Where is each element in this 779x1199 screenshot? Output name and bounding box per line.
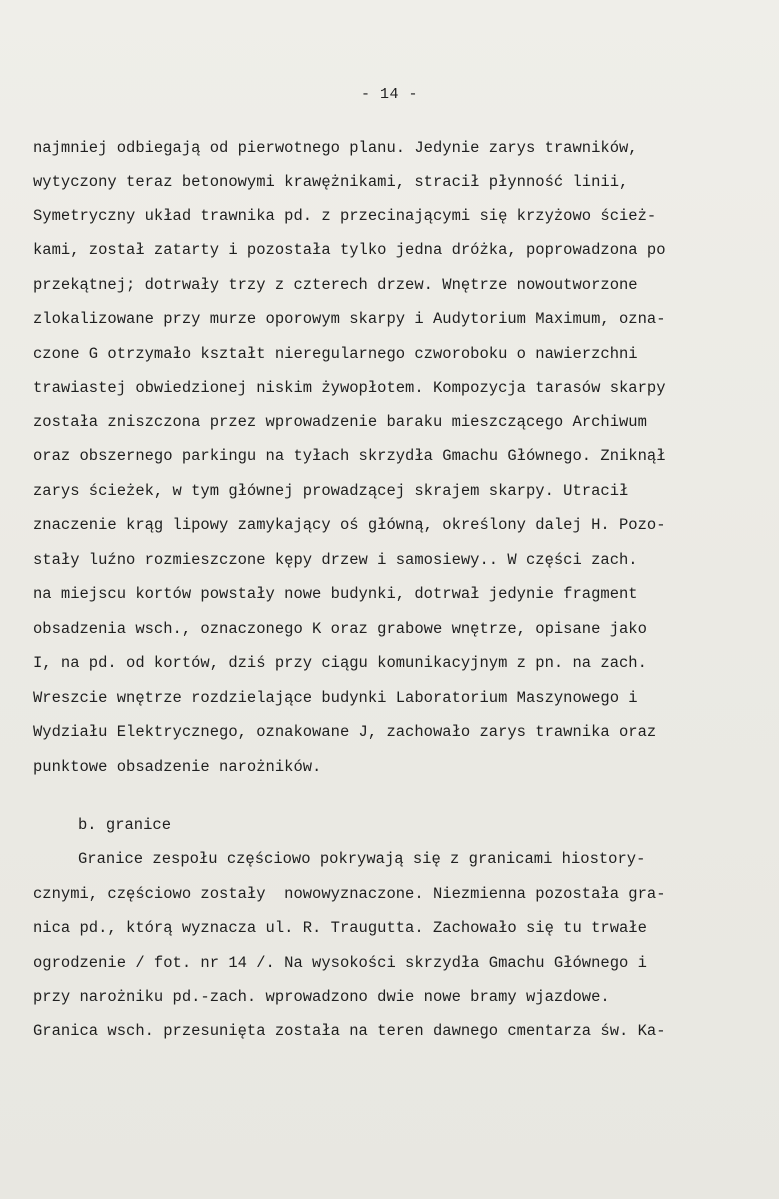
text-line: trawiastej obwiedzionej niskim żywopłotem. Kompozycja tarasów skarpy bbox=[33, 379, 666, 397]
text-line: nica pd., którą wyznacza ul. R. Traugutta. Zachowało się tu trwałe bbox=[33, 919, 647, 937]
text-line: Symetryczny układ trawnika pd. z przecinającymi się krzyżowo ścież- bbox=[33, 207, 657, 225]
text-line: oraz obszernego parkingu na tyłach skrzydła Gmachu Głównego. Zniknął bbox=[33, 447, 666, 465]
text-line: obsadzenia wsch., oznaczonego K oraz grabowe wnętrze, opisane jako bbox=[33, 620, 647, 638]
text-line: czone G otrzymało kształt nieregularnego czworoboku o nawierzchni bbox=[33, 345, 638, 363]
text-line: Wreszcie wnętrze rozdzielające budynki Laboratorium Maszynowego i bbox=[33, 689, 638, 707]
text-line: stały luźno rozmieszczone kępy drzew i samosiewy.. W części zach. bbox=[33, 551, 638, 569]
text-line: ogrodzenie / fot. nr 14 /. Na wysokości skrzydła Gmachu Głównego i bbox=[33, 954, 647, 972]
text-line: znaczenie krąg lipowy zamykający oś główną, określony dalej H. Pozo- bbox=[33, 516, 666, 534]
text-line: przy narożniku pd.-zach. wprowadzono dwie nowe bramy wjazdowe. bbox=[33, 988, 610, 1006]
section-heading: b. granice bbox=[78, 816, 172, 834]
text-line: Granice zespołu częściowo pokrywają się z granicami hiostory- bbox=[78, 850, 646, 868]
text-line: zarys ścieżek, w tym głównej prowadzącej skrajem skarpy. Utracił bbox=[33, 482, 629, 500]
text-line: najmniej odbiegają od pierwotnego planu. Jedynie zarys trawników, bbox=[33, 139, 638, 157]
text-line: kami, został zatarty i pozostała tylko jedna dróżka, poprowadzona po bbox=[33, 241, 666, 259]
text-line: wytyczony teraz betonowymi krawężnikami, stracił płynność linii, bbox=[33, 173, 629, 191]
text-line: I, na pd. od kortów, dziś przy ciągu komunikacyjnym z pn. na zach. bbox=[33, 654, 647, 672]
text-line: cznymi, częściowo zostały nowowyznaczone. Niezmienna pozostała gra- bbox=[33, 885, 666, 903]
text-line: punktowe obsadzenie narożników. bbox=[33, 758, 322, 776]
text-line: zlokalizowane przy murze oporowym skarpy i Audytorium Maximum, ozna- bbox=[33, 310, 666, 328]
text-line: przekątnej; dotrwały trzy z czterech drzew. Wnętrze nowoutworzone bbox=[33, 276, 638, 294]
text-line: została zniszczona przez wprowadzenie baraku mieszczącego Archiwum bbox=[33, 413, 647, 431]
text-line: Granica wsch. przesunięta została na teren dawnego cmentarza św. Ka- bbox=[33, 1022, 666, 1040]
text-line: Wydziału Elektrycznego, oznakowane J, zachowało zarys trawnika oraz bbox=[33, 723, 657, 741]
text-line: na miejscu kortów powstały nowe budynki, dotrwał jedynie fragment bbox=[33, 585, 638, 603]
page-number: - 14 - bbox=[360, 86, 418, 103]
